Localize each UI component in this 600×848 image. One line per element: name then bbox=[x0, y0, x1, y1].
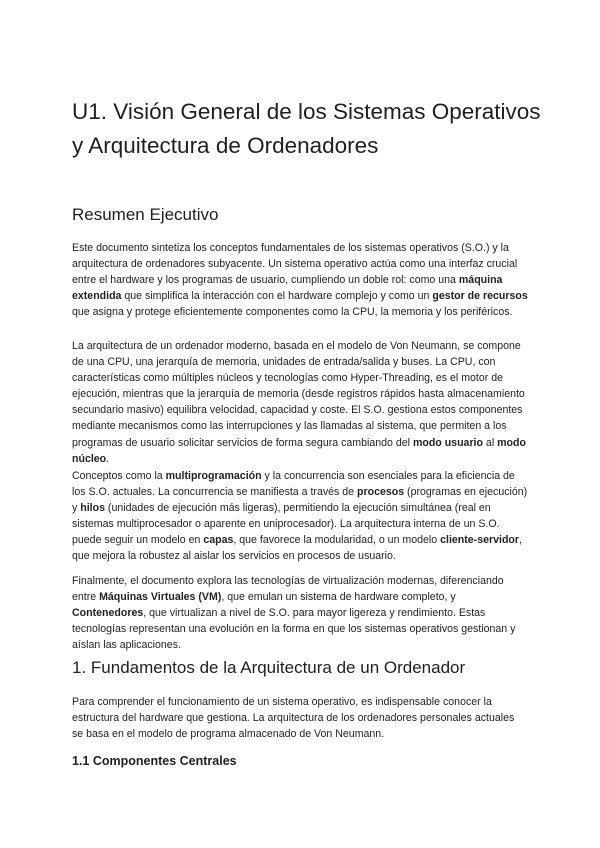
bold-term: procesos bbox=[357, 486, 405, 499]
bold-term: Máquinas Virtuales (VM) bbox=[99, 591, 222, 604]
executive-summary-heading: Resumen Ejecutivo bbox=[72, 205, 219, 224]
text-run: La arquitectura de un ordenador moderno, basada en el modelo de Von Neumann, se compone de una CPU, una jerarquía de memoria, unidades de entrada/salida y buses. La CPU, con características como múltiples núcleos y tecnologías como Hyper-Threading, es el motor de ejecución, mientras que la jerarquía de memoria (desde registros rápidos hasta almacenamiento secundario masivo) equilibra velocidad, capacidad y coste. El S.O. gestiona estos componentes mediante mecanismos como las interrupciones y las llamadas al sistema, que permiten a los programas de usuario solicitar servicios de forma segura cambiando del bbox=[72, 340, 525, 449]
bold-term: multiprogramación bbox=[165, 470, 262, 482]
text-run: , que mejora la robustez al aislar los servicios en procesos de usuario. bbox=[72, 534, 522, 563]
text-run: que simplifica la interacción con el hardware complejo y como un bbox=[121, 290, 433, 303]
text-run: al bbox=[482, 436, 498, 449]
text-run: Finalmente, el documento explora las tecnologías de virtualización modernas, diferenciando entre bbox=[72, 575, 504, 604]
subsection-1-1-heading: 1.1 Componentes Centrales bbox=[72, 754, 237, 768]
bold-term: gestor de recursos bbox=[432, 290, 528, 303]
bold-term: modo usuario bbox=[412, 436, 483, 449]
text-run: . bbox=[106, 452, 110, 465]
text-run: (unidades de ejecución más ligeras), permitiendo la ejecución simultánea (real en sistemas multiprocesador o aparente en uniprocesador). La arquitectura interna de un S.O. puede seguir un modelo en bbox=[72, 502, 500, 547]
section-1-heading: 1. Fundamentos de la Arquitectura de un Ordenador bbox=[72, 658, 466, 677]
summary-paragraph-2 bbox=[72, 338, 528, 467]
text-run: (programas en ejecución) y bbox=[72, 486, 528, 515]
text-run: que asigna y protege eficientemente componentes como la CPU, la memoria y los periféricos. bbox=[72, 306, 513, 319]
text-run: Conceptos como la bbox=[72, 470, 166, 482]
text-run: , que favorece la modularidad, o un modelo bbox=[233, 534, 441, 547]
text-run: , que virtualizan a nivel de S.O. para mayor ligereza y rendimiento. Estas tecnologías representan una evolución en la forma en que los sistemas operativos gestionan y aíslan las aplicaciones. bbox=[72, 607, 516, 652]
bold-term: modo núcleo bbox=[72, 436, 526, 465]
bold-term: hilos bbox=[80, 502, 105, 515]
summary-paragraph-4 bbox=[72, 573, 528, 653]
summary-paragraph-3 bbox=[72, 468, 528, 565]
summary-paragraph-1 bbox=[72, 240, 528, 320]
bold-term: máquina extendida bbox=[72, 274, 503, 303]
bold-term: capas bbox=[203, 534, 234, 547]
text-run: y la concurrencia son esenciales para la eficiencia de los S.O. actuales. La concurrencia se manifiesta a través de bbox=[72, 470, 515, 499]
bold-term: cliente-servidor bbox=[440, 534, 520, 547]
section-1-intro-paragraph: Para comprender el funcionamiento de un sistema operativo, es indispensable conocer la estructura del hardware que gestiona. La arquitectura de los ordenadores personales actuales se basa en el modelo de programa almacenado de Von Neumann. bbox=[72, 696, 515, 741]
bold-term: Contenedores bbox=[72, 607, 144, 620]
text-run: Este documento sintetiza los conceptos fundamentales de los sistemas operativos (S.O.) y la arquitectura de ordenadores subyacente. Un sistema operativo actúa como una interfaz crucial entre el hardware y los programas de usuario, cumpliendo un doble rol: como una bbox=[72, 242, 518, 287]
document-title: U1. Visión General de los Sistemas Operativos y Arquitectura de Ordenadores bbox=[72, 99, 541, 158]
text-run: , que emulan un sistema de hardware completo, y bbox=[221, 591, 456, 604]
